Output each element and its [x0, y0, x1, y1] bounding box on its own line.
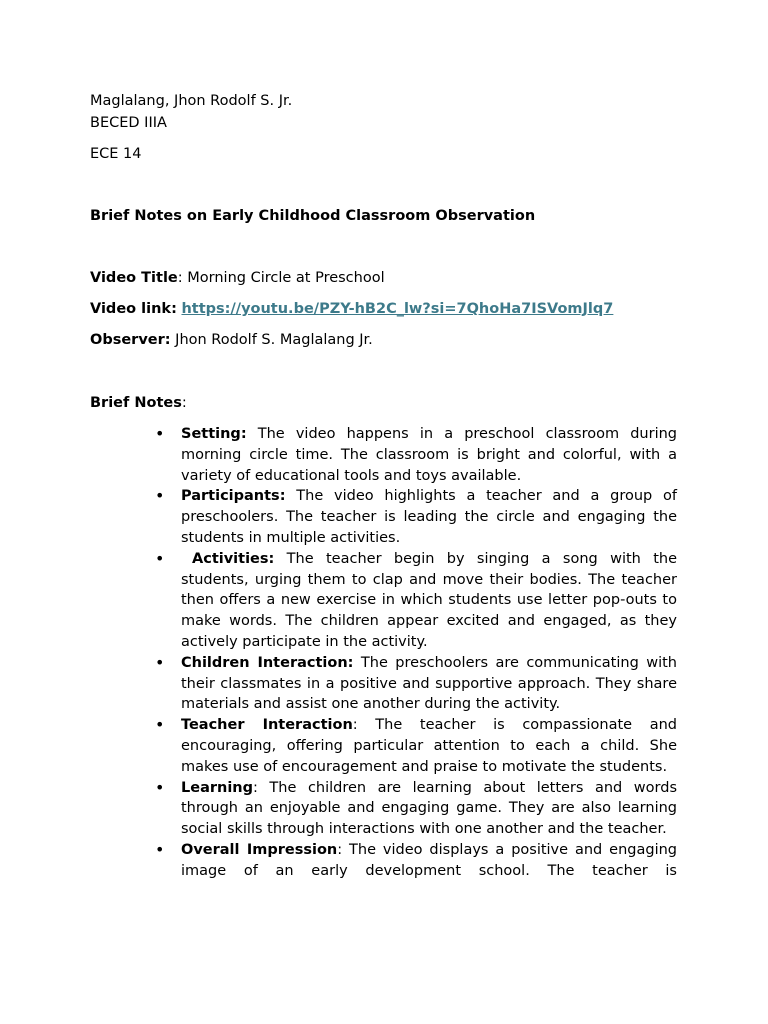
course-code: ECE 14: [90, 146, 142, 162]
section-name: BECED IIIA: [90, 115, 167, 131]
video-title-label: Video Title: [90, 270, 178, 286]
video-title-value: : Morning Circle at Preschool: [177, 270, 385, 286]
note-term: Participants:: [181, 488, 286, 505]
video-link-row: [90, 299, 613, 319]
bullet-icon: •: [155, 424, 165, 443]
note-text: [181, 549, 677, 653]
video-title-row: [90, 268, 385, 288]
note-body: : The teacher is compassionate and encouraging, offering particular attention to each a child. She makes use of encouragement and praise to motivate the students.: [181, 717, 677, 775]
note-term: Activities:: [192, 550, 275, 567]
list-item: [0, 840, 768, 882]
note-body: : The children are learning about letters and words through an enjoyable and engaging game. They are also learning social skills through interactions with one another and the teacher.: [181, 779, 677, 838]
note-term: Overall Impression: [181, 841, 338, 858]
note-text: [181, 715, 677, 777]
note-term: Learning: [181, 779, 254, 796]
list-item: [0, 549, 768, 653]
brief-notes-heading: [90, 393, 187, 413]
list-item: [0, 424, 768, 486]
note-body: The teacher begin by singing a song with the students, urging them to clap and move their bodies. The teacher then offers a new exercise in which students use letter pop-outs to make words. The children appear excited and engaged, as they actively participate in the activity.: [181, 550, 677, 650]
note-body: The video highlights a teacher and a group of preschoolers. The teacher is leading the circle and engaging the students in multiple activities.: [181, 488, 677, 546]
video-link-label: Video link:: [90, 301, 177, 317]
observer-row: [90, 330, 373, 350]
note-text: [181, 840, 677, 882]
note-term: Children Interaction:: [181, 654, 354, 671]
note-term: Teacher Interaction: [181, 717, 353, 734]
note-text: [181, 486, 677, 548]
bullet-icon: •: [155, 652, 165, 672]
note-body: : The video displays a positive and engaging image of an early development school. The teacher is: [181, 841, 677, 879]
observer-label: Observer:: [90, 332, 171, 348]
bullet-icon: •: [155, 548, 165, 568]
observer-value: Jhon Rodolf S. Maglalang Jr.: [170, 332, 373, 348]
video-link[interactable]: https://youtu.be/PZY-hB2C_lw?si=7QhoHa7ISVomJlq7: [181, 301, 614, 317]
brief-notes-label: Brief Notes: [90, 395, 182, 411]
bullet-icon: •: [155, 839, 165, 859]
note-term: Setting:: [181, 426, 247, 442]
note-text: [181, 653, 677, 715]
list-item: [0, 653, 768, 715]
bullet-icon: •: [155, 715, 165, 735]
list-item: [0, 778, 768, 840]
bullet-icon: •: [155, 486, 165, 506]
bullet-icon: •: [155, 777, 165, 797]
document-title: Brief Notes on Early Childhood Classroom Observation: [90, 208, 536, 224]
notes-list: [0, 424, 768, 882]
note-text: [181, 778, 677, 840]
note-body: The preschoolers are communicating with their classmates in a positive and supportive approach. They share materials and assist one another during the activity.: [181, 654, 677, 713]
author-name: Maglalang, Jhon Rodolf S. Jr.: [90, 93, 293, 109]
brief-notes-suffix: :: [181, 395, 187, 411]
list-item: [0, 486, 768, 548]
note-body: The video happens in a preschool classroom during morning circle time. The classroom is bright and colorful, with a variety of educational tools and toys available.: [181, 426, 677, 484]
note-text: [181, 424, 677, 486]
list-item: [0, 715, 768, 777]
